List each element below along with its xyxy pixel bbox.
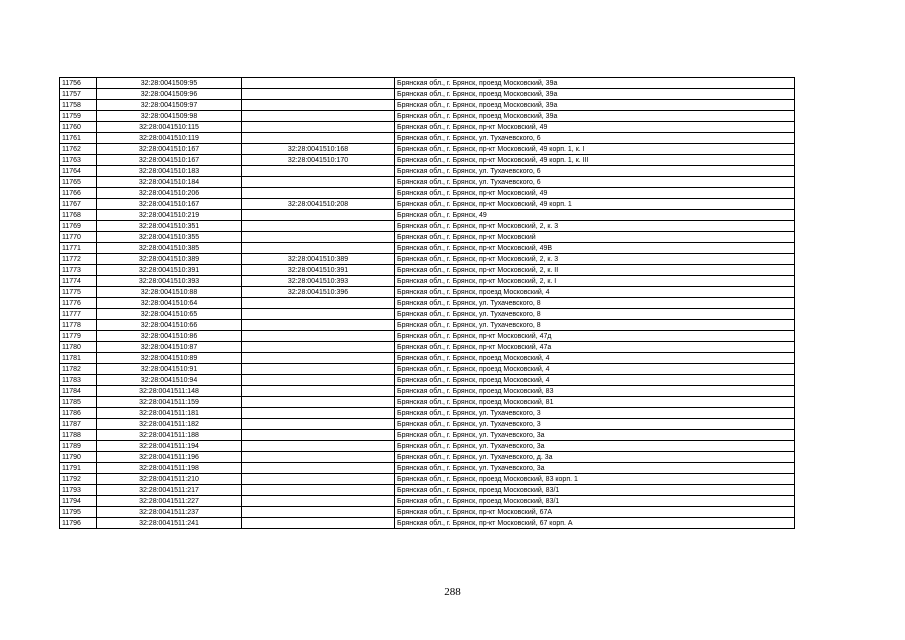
row-number-cell: 11770 bbox=[60, 232, 97, 243]
address-cell: Брянская обл., г. Брянск, ул. Тухачевского, 3а bbox=[395, 430, 795, 441]
row-number-cell: 11756 bbox=[60, 78, 97, 89]
cadastral-number-cell: 32:28:0041510:88 bbox=[97, 287, 242, 298]
related-cadastral-number-cell bbox=[242, 375, 395, 386]
table-row bbox=[60, 177, 795, 188]
table-row bbox=[60, 320, 795, 331]
related-cadastral-number-cell: 32:28:0041510:168 bbox=[242, 144, 395, 155]
address-cell: Брянская обл., г. Брянск, пр-кт Московский, 2, к. I bbox=[395, 276, 795, 287]
address-cell: Брянская обл., г. Брянск, проезд Московский, 4 bbox=[395, 353, 795, 364]
address-cell: Брянская обл., г. Брянск, пр-кт Московский, 67А bbox=[395, 507, 795, 518]
table-row bbox=[60, 430, 795, 441]
row-number-cell: 11768 bbox=[60, 210, 97, 221]
related-cadastral-number-cell bbox=[242, 386, 395, 397]
cadastral-number-cell: 32:28:0041509:96 bbox=[97, 89, 242, 100]
cadastral-number-cell: 32:28:0041510:94 bbox=[97, 375, 242, 386]
related-cadastral-number-cell bbox=[242, 122, 395, 133]
address-cell: Брянская обл., г. Брянск, ул. Тухачевского, 3 bbox=[395, 419, 795, 430]
table-row bbox=[60, 342, 795, 353]
cadastral-number-cell: 32:28:0041511:237 bbox=[97, 507, 242, 518]
related-cadastral-number-cell bbox=[242, 320, 395, 331]
row-number-cell: 11759 bbox=[60, 111, 97, 122]
row-number-cell: 11788 bbox=[60, 430, 97, 441]
row-number-cell: 11775 bbox=[60, 287, 97, 298]
property-registry-table bbox=[59, 77, 795, 529]
cadastral-number-cell: 32:28:0041509:95 bbox=[97, 78, 242, 89]
address-cell: Брянская обл., г. Брянск, пр-кт Московский bbox=[395, 232, 795, 243]
cadastral-number-cell: 32:28:0041511:227 bbox=[97, 496, 242, 507]
address-cell: Брянская обл., г. Брянск, проезд Московский, 4 bbox=[395, 364, 795, 375]
page-number: 288 bbox=[444, 586, 461, 598]
row-number-cell: 11787 bbox=[60, 419, 97, 430]
address-cell: Брянская обл., г. Брянск, проезд Московский, 4 bbox=[395, 375, 795, 386]
cadastral-number-cell: 32:28:0041510:183 bbox=[97, 166, 242, 177]
address-cell: Брянская обл., г. Брянск, пр-кт Московский, 2, к. 3 bbox=[395, 221, 795, 232]
address-cell: Брянская обл., г. Брянск, проезд Московский, 83 bbox=[395, 386, 795, 397]
cadastral-number-cell: 32:28:0041510:219 bbox=[97, 210, 242, 221]
table-row bbox=[60, 518, 795, 529]
cadastral-number-cell: 32:28:0041511:210 bbox=[97, 474, 242, 485]
table-row bbox=[60, 144, 795, 155]
table-row bbox=[60, 496, 795, 507]
table-row bbox=[60, 419, 795, 430]
related-cadastral-number-cell: 32:28:0041510:391 bbox=[242, 265, 395, 276]
table-row bbox=[60, 507, 795, 518]
cadastral-number-cell: 32:28:0041510:351 bbox=[97, 221, 242, 232]
table-row bbox=[60, 474, 795, 485]
related-cadastral-number-cell bbox=[242, 221, 395, 232]
row-number-cell: 11778 bbox=[60, 320, 97, 331]
table-row bbox=[60, 188, 795, 199]
cadastral-number-cell: 32:28:0041510:91 bbox=[97, 364, 242, 375]
related-cadastral-number-cell bbox=[242, 430, 395, 441]
related-cadastral-number-cell bbox=[242, 342, 395, 353]
address-cell: Брянская обл., г. Брянск, проезд Московский, 83 корп. 1 bbox=[395, 474, 795, 485]
cadastral-number-cell: 32:28:0041510:167 bbox=[97, 144, 242, 155]
address-cell: Брянская обл., г. Брянск, проезд Московский, 39а bbox=[395, 111, 795, 122]
table-row bbox=[60, 100, 795, 111]
table-row bbox=[60, 485, 795, 496]
row-number-cell: 11781 bbox=[60, 353, 97, 364]
related-cadastral-number-cell bbox=[242, 408, 395, 419]
related-cadastral-number-cell: 32:28:0041510:393 bbox=[242, 276, 395, 287]
row-number-cell: 11771 bbox=[60, 243, 97, 254]
row-number-cell: 11774 bbox=[60, 276, 97, 287]
related-cadastral-number-cell bbox=[242, 133, 395, 144]
table-row bbox=[60, 210, 795, 221]
row-number-cell: 11762 bbox=[60, 144, 97, 155]
address-cell: Брянская обл., г. Брянск, ул. Тухачевского, 3а bbox=[395, 463, 795, 474]
table-row bbox=[60, 276, 795, 287]
cadastral-number-cell: 32:28:0041511:196 bbox=[97, 452, 242, 463]
related-cadastral-number-cell bbox=[242, 100, 395, 111]
cadastral-number-cell: 32:28:0041511:182 bbox=[97, 419, 242, 430]
row-number-cell: 11765 bbox=[60, 177, 97, 188]
cadastral-number-cell: 32:28:0041509:97 bbox=[97, 100, 242, 111]
related-cadastral-number-cell bbox=[242, 485, 395, 496]
table-row bbox=[60, 375, 795, 386]
address-cell: Брянская обл., г. Брянск, проезд Московский, 81 bbox=[395, 397, 795, 408]
related-cadastral-number-cell bbox=[242, 166, 395, 177]
related-cadastral-number-cell bbox=[242, 496, 395, 507]
row-number-cell: 11790 bbox=[60, 452, 97, 463]
related-cadastral-number-cell bbox=[242, 78, 395, 89]
table-row bbox=[60, 89, 795, 100]
related-cadastral-number-cell bbox=[242, 419, 395, 430]
address-cell: Брянская обл., г. Брянск, ул. Тухачевского, 6 bbox=[395, 133, 795, 144]
address-cell: Брянская обл., г. Брянск, пр-кт Московский, 47д bbox=[395, 331, 795, 342]
row-number-cell: 11786 bbox=[60, 408, 97, 419]
row-number-cell: 11794 bbox=[60, 496, 97, 507]
related-cadastral-number-cell bbox=[242, 507, 395, 518]
table-row bbox=[60, 441, 795, 452]
address-cell: Брянская обл., г. Брянск, ул. Тухачевского, 3а bbox=[395, 441, 795, 452]
table-row bbox=[60, 463, 795, 474]
cadastral-number-cell: 32:28:0041510:64 bbox=[97, 298, 242, 309]
related-cadastral-number-cell bbox=[242, 518, 395, 529]
cadastral-number-cell: 32:28:0041511:181 bbox=[97, 408, 242, 419]
row-number-cell: 11764 bbox=[60, 166, 97, 177]
cadastral-number-cell: 32:28:0041510:184 bbox=[97, 177, 242, 188]
address-cell: Брянская обл., г. Брянск, проезд Московский, 83/1 bbox=[395, 485, 795, 496]
table-row bbox=[60, 78, 795, 89]
table-row bbox=[60, 254, 795, 265]
cadastral-number-cell: 32:28:0041511:194 bbox=[97, 441, 242, 452]
cadastral-number-cell: 32:28:0041510:393 bbox=[97, 276, 242, 287]
cadastral-number-cell: 32:28:0041510:391 bbox=[97, 265, 242, 276]
address-cell: Брянская обл., г. Брянск, проезд Московский, 39а bbox=[395, 100, 795, 111]
row-number-cell: 11766 bbox=[60, 188, 97, 199]
address-cell: Брянская обл., г. Брянск, пр-кт Московский, 49 корп. 1 bbox=[395, 199, 795, 210]
table-row bbox=[60, 133, 795, 144]
related-cadastral-number-cell: 32:28:0041510:170 bbox=[242, 155, 395, 166]
row-number-cell: 11772 bbox=[60, 254, 97, 265]
cadastral-number-cell: 32:28:0041511:188 bbox=[97, 430, 242, 441]
table-row bbox=[60, 408, 795, 419]
related-cadastral-number-cell bbox=[242, 474, 395, 485]
row-number-cell: 11795 bbox=[60, 507, 97, 518]
address-cell: Брянская обл., г. Брянск, проезд Московский, 83/1 bbox=[395, 496, 795, 507]
table-row bbox=[60, 243, 795, 254]
related-cadastral-number-cell bbox=[242, 309, 395, 320]
table-row bbox=[60, 309, 795, 320]
table-row bbox=[60, 287, 795, 298]
address-cell: Брянская обл., г. Брянск, пр-кт Московский, 2, к. 3 bbox=[395, 254, 795, 265]
row-number-cell: 11782 bbox=[60, 364, 97, 375]
related-cadastral-number-cell bbox=[242, 441, 395, 452]
address-cell: Брянская обл., г. Брянск, проезд Московский, 4 bbox=[395, 287, 795, 298]
related-cadastral-number-cell: 32:28:0041510:389 bbox=[242, 254, 395, 265]
cadastral-number-cell: 32:28:0041510:167 bbox=[97, 155, 242, 166]
cadastral-number-cell: 32:28:0041510:86 bbox=[97, 331, 242, 342]
row-number-cell: 11791 bbox=[60, 463, 97, 474]
address-cell: Брянская обл., г. Брянск, ул. Тухачевского, 8 bbox=[395, 320, 795, 331]
table-row bbox=[60, 199, 795, 210]
table-row bbox=[60, 298, 795, 309]
row-number-cell: 11760 bbox=[60, 122, 97, 133]
row-number-cell: 11780 bbox=[60, 342, 97, 353]
related-cadastral-number-cell bbox=[242, 364, 395, 375]
cadastral-number-cell: 32:28:0041510:355 bbox=[97, 232, 242, 243]
address-cell: Брянская обл., г. Брянск, пр-кт Московский, 49 корп. 1, к. III bbox=[395, 155, 795, 166]
related-cadastral-number-cell bbox=[242, 188, 395, 199]
address-cell: Брянская обл., г. Брянск, 49 bbox=[395, 210, 795, 221]
cadastral-number-cell: 32:28:0041510:167 bbox=[97, 199, 242, 210]
cadastral-number-cell: 32:28:0041511:198 bbox=[97, 463, 242, 474]
related-cadastral-number-cell bbox=[242, 111, 395, 122]
cadastral-number-cell: 32:28:0041509:98 bbox=[97, 111, 242, 122]
row-number-cell: 11761 bbox=[60, 133, 97, 144]
address-cell: Брянская обл., г. Брянск, ул. Тухачевского, 6 bbox=[395, 166, 795, 177]
related-cadastral-number-cell: 32:28:0041510:208 bbox=[242, 199, 395, 210]
row-number-cell: 11769 bbox=[60, 221, 97, 232]
row-number-cell: 11757 bbox=[60, 89, 97, 100]
cadastral-number-cell: 32:28:0041510:65 bbox=[97, 309, 242, 320]
address-cell: Брянская обл., г. Брянск, проезд Московский, 39а bbox=[395, 78, 795, 89]
table-row bbox=[60, 111, 795, 122]
cadastral-number-cell: 32:28:0041510:115 bbox=[97, 122, 242, 133]
related-cadastral-number-cell bbox=[242, 331, 395, 342]
cadastral-number-cell: 32:28:0041511:217 bbox=[97, 485, 242, 496]
address-cell: Брянская обл., г. Брянск, пр-кт Московский, 49 bbox=[395, 188, 795, 199]
address-cell: Брянская обл., г. Брянск, пр-кт Московский, 67 корп. А bbox=[395, 518, 795, 529]
related-cadastral-number-cell bbox=[242, 243, 395, 254]
cadastral-number-cell: 32:28:0041511:148 bbox=[97, 386, 242, 397]
row-number-cell: 11777 bbox=[60, 309, 97, 320]
cadastral-number-cell: 32:28:0041510:389 bbox=[97, 254, 242, 265]
table-row bbox=[60, 397, 795, 408]
table-row bbox=[60, 265, 795, 276]
row-number-cell: 11793 bbox=[60, 485, 97, 496]
related-cadastral-number-cell bbox=[242, 452, 395, 463]
table-row bbox=[60, 221, 795, 232]
cadastral-number-cell: 32:28:0041510:66 bbox=[97, 320, 242, 331]
row-number-cell: 11783 bbox=[60, 375, 97, 386]
related-cadastral-number-cell bbox=[242, 298, 395, 309]
cadastral-number-cell: 32:28:0041510:206 bbox=[97, 188, 242, 199]
row-number-cell: 11776 bbox=[60, 298, 97, 309]
address-cell: Брянская обл., г. Брянск, ул. Тухачевского, 6 bbox=[395, 177, 795, 188]
related-cadastral-number-cell bbox=[242, 177, 395, 188]
cadastral-number-cell: 32:28:0041511:159 bbox=[97, 397, 242, 408]
row-number-cell: 11789 bbox=[60, 441, 97, 452]
table-row bbox=[60, 353, 795, 364]
related-cadastral-number-cell bbox=[242, 397, 395, 408]
table-row bbox=[60, 232, 795, 243]
cadastral-number-cell: 32:28:0041510:87 bbox=[97, 342, 242, 353]
row-number-cell: 11792 bbox=[60, 474, 97, 485]
related-cadastral-number-cell bbox=[242, 232, 395, 243]
related-cadastral-number-cell bbox=[242, 463, 395, 474]
address-cell: Брянская обл., г. Брянск, пр-кт Московский, 47а bbox=[395, 342, 795, 353]
address-cell: Брянская обл., г. Брянск, ул. Тухачевского, д. 3а bbox=[395, 452, 795, 463]
row-number-cell: 11785 bbox=[60, 397, 97, 408]
table-row bbox=[60, 386, 795, 397]
registry-table-body bbox=[60, 78, 795, 529]
address-cell: Брянская обл., г. Брянск, ул. Тухачевского, 8 bbox=[395, 309, 795, 320]
related-cadastral-number-cell: 32:28:0041510:396 bbox=[242, 287, 395, 298]
cadastral-number-cell: 32:28:0041510:385 bbox=[97, 243, 242, 254]
row-number-cell: 11763 bbox=[60, 155, 97, 166]
related-cadastral-number-cell bbox=[242, 210, 395, 221]
cadastral-number-cell: 32:28:0041511:241 bbox=[97, 518, 242, 529]
cadastral-number-cell: 32:28:0041510:89 bbox=[97, 353, 242, 364]
address-cell: Брянская обл., г. Брянск, пр-кт Московский, 2, к. II bbox=[395, 265, 795, 276]
table-row bbox=[60, 452, 795, 463]
address-cell: Брянская обл., г. Брянск, проезд Московский, 39а bbox=[395, 89, 795, 100]
table-row bbox=[60, 364, 795, 375]
cadastral-number-cell: 32:28:0041510:119 bbox=[97, 133, 242, 144]
related-cadastral-number-cell bbox=[242, 89, 395, 100]
table-row bbox=[60, 122, 795, 133]
address-cell: Брянская обл., г. Брянск, пр-кт Московский, 49 корп. 1, к. I bbox=[395, 144, 795, 155]
address-cell: Брянская обл., г. Брянск, ул. Тухачевского, 3 bbox=[395, 408, 795, 419]
row-number-cell: 11784 bbox=[60, 386, 97, 397]
table-row bbox=[60, 166, 795, 177]
row-number-cell: 11779 bbox=[60, 331, 97, 342]
address-cell: Брянская обл., г. Брянск, ул. Тухачевского, 8 bbox=[395, 298, 795, 309]
address-cell: Брянская обл., г. Брянск, пр-кт Московский, 49В bbox=[395, 243, 795, 254]
address-cell: Брянская обл., г. Брянск, пр-кт Московский, 49 bbox=[395, 122, 795, 133]
row-number-cell: 11773 bbox=[60, 265, 97, 276]
table-row bbox=[60, 331, 795, 342]
row-number-cell: 11758 bbox=[60, 100, 97, 111]
table-row bbox=[60, 155, 795, 166]
row-number-cell: 11796 bbox=[60, 518, 97, 529]
related-cadastral-number-cell bbox=[242, 353, 395, 364]
row-number-cell: 11767 bbox=[60, 199, 97, 210]
